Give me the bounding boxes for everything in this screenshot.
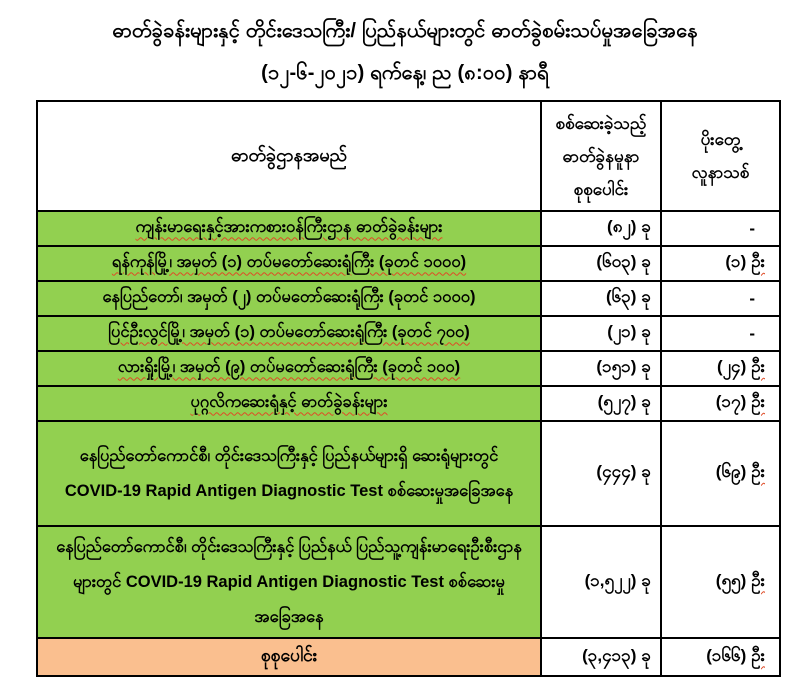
lab-name-cell [37, 246, 541, 281]
positives-value: - [749, 288, 755, 308]
table-row-naypyitaw-hospital [37, 281, 780, 316]
positives-unit: ဦး [751, 570, 765, 590]
samples-cell [541, 246, 661, 281]
lab-name-text: ကျန်းမာရေးနှင့်အားကစားဝန်ကြီးဌာန ဓာတ်ခွဲခန်းများ [135, 217, 443, 236]
positives-cell [661, 386, 780, 421]
positives-value: (၂၄) [717, 357, 747, 376]
samples-cell [541, 351, 661, 386]
column-header-positives-line1: ပိုးတွေ့ [700, 130, 741, 149]
table-row-private-labs [37, 386, 780, 421]
lab-name-text: နေပြည်တော်ကောင်စီ၊ တိုင်းဒေသကြီးနှင့် ပြည်နယ်များရှိ ဆေးရုံများတွင် COVID-19 Rapid Antigen Diagnostic Test စစ်ဆေးမှုအခြေအနေ [64, 446, 514, 500]
positives-cell [661, 246, 780, 281]
column-header-samples-line2: ဓာတ်ခွဲနမူနာ [562, 146, 640, 166]
samples-value: (၂၁) [607, 322, 637, 341]
positives-unit: ဦး [751, 392, 765, 411]
column-header-samples [541, 101, 661, 211]
column-header-lab-name: ဓာတ်ခွဲဌာနအမည် [37, 101, 541, 211]
lab-name-cell [37, 526, 541, 638]
lab-name-text: နေပြည်တော်၊ အမှတ် (၂) တပ်မတော်ဆေးရုံကြီး (ခုတင် ၁၀၀၀) [102, 287, 476, 306]
table-row-radt-public-health [37, 526, 780, 638]
column-header-samples-line1: စစ်ဆေးခဲ့သည့် [555, 113, 647, 133]
table-row-lashio-hospital [37, 351, 780, 386]
samples-value: (၁,၅၂၂) [584, 570, 637, 590]
total-positives-cell [661, 638, 780, 676]
table-row-pyinoolwin-hospital [37, 316, 780, 351]
positives-cell [661, 316, 780, 351]
positives-value: (၁) [725, 252, 747, 271]
samples-unit: ခု [641, 462, 651, 481]
samples-value: (၄၄၄) [596, 462, 637, 481]
positives-cell [661, 211, 780, 246]
samples-unit: ခု [641, 357, 651, 376]
total-samples-unit: ခု [641, 645, 651, 665]
positives-value: (၁၇) [715, 392, 747, 411]
positives-value: - [749, 323, 755, 343]
samples-unit: ခု [641, 392, 651, 411]
positives-value: - [749, 218, 755, 238]
table-header-row [37, 101, 780, 211]
samples-cell [541, 281, 661, 316]
samples-unit: ခု [641, 217, 651, 236]
samples-value: (၆၃) [605, 287, 637, 306]
total-samples-value: (၃,၄၁၃) [582, 645, 637, 665]
lab-name-text: ပုဂ္ဂလိကဆေးရုံနှင့် ဓာတ်ခွဲခန်းများ [190, 392, 388, 411]
samples-value: (၅၂၇) [597, 392, 637, 411]
positives-value: (၆၉) [715, 462, 747, 481]
samples-value: (၆၀၃) [596, 252, 637, 271]
total-samples-cell [541, 638, 661, 676]
column-header-positives-line2: လူနာသစ် [691, 163, 750, 182]
samples-cell [541, 421, 661, 526]
positives-cell [661, 281, 780, 316]
positives-cell [661, 351, 780, 386]
samples-cell [541, 316, 661, 351]
lab-testing-table [36, 100, 781, 677]
table-row-yangon-hospital [37, 246, 780, 281]
lab-name-text: လားရှိုးမြို့၊ အမှတ် (၉) တပ်မတော်ဆေးရုံကြီး (ခုတင် ၁၀၀) [117, 357, 461, 376]
lab-name-cell [37, 351, 541, 386]
positives-cell [661, 421, 780, 526]
lab-name-cell [37, 421, 541, 526]
samples-unit: ခု [641, 287, 651, 306]
positives-unit: ဦး [751, 357, 765, 376]
samples-value: (၁၅၁) [596, 357, 637, 376]
positives-value: (၅၅) [715, 570, 747, 590]
table-row-total [37, 638, 780, 676]
total-positives-unit: ဦး [751, 645, 765, 665]
samples-cell [541, 211, 661, 246]
page-title [0, 10, 810, 94]
lab-name-text: ပြင်ဦးလွင်မြို့၊ အမှတ် (၁) တပ်မတော်ဆေးရုံကြီး (ခုတင် ၇၀၀) [108, 322, 470, 341]
lab-name-cell [37, 211, 541, 246]
total-label-cell: စုစုပေါင်း [37, 638, 541, 676]
table-row-moh-labs [37, 211, 780, 246]
page-title-line2: (၁၂-၆-၂၀၂၁) ရက်နေ့၊ ည (၈:၀၀) နာရီ [261, 62, 549, 84]
positives-cell [661, 526, 780, 638]
total-positives-value: (၁၆၆) [706, 645, 747, 665]
samples-value: (၈၂) [607, 217, 637, 236]
column-header-positives [661, 101, 780, 211]
samples-unit: ခု [641, 322, 651, 341]
samples-cell [541, 386, 661, 421]
table-row-radt-hospitals [37, 421, 780, 526]
lab-name-cell [37, 316, 541, 351]
page-title-line1: ဓာတ်ခွဲခန်းများနှင့် တိုင်းဒေသကြီး/ ပြည်နယ်များတွင် ဓာတ်ခွဲစမ်းသပ်မှုအခြေအနေ [112, 20, 698, 42]
positives-unit: ဦး [751, 462, 765, 481]
samples-cell [541, 526, 661, 638]
lab-name-cell [37, 281, 541, 316]
lab-name-text: နေပြည်တော်ကောင်စီ၊ တိုင်းဒေသကြီးနှင့် ပြည်နယ် ပြည်သူ့ကျန်းမာရေးဦးစီးဌာနများတွင် COVID-19 Rapid Antigen Diagnostic Test စစ်ဆေးမှုအခြေအနေ [56, 537, 522, 626]
column-header-samples-line3: စုစုပေါင်း [573, 179, 629, 199]
lab-name-cell [37, 386, 541, 421]
positives-unit: ဦး [751, 252, 765, 271]
lab-name-text: ရန်ကုန်မြို့၊ အမှတ် (၁) တပ်မတော်ဆေးရုံကြီး (ခုတင် ၁၀၀၀) [111, 252, 467, 271]
samples-unit: ခု [641, 570, 651, 590]
samples-unit: ခု [641, 252, 651, 271]
